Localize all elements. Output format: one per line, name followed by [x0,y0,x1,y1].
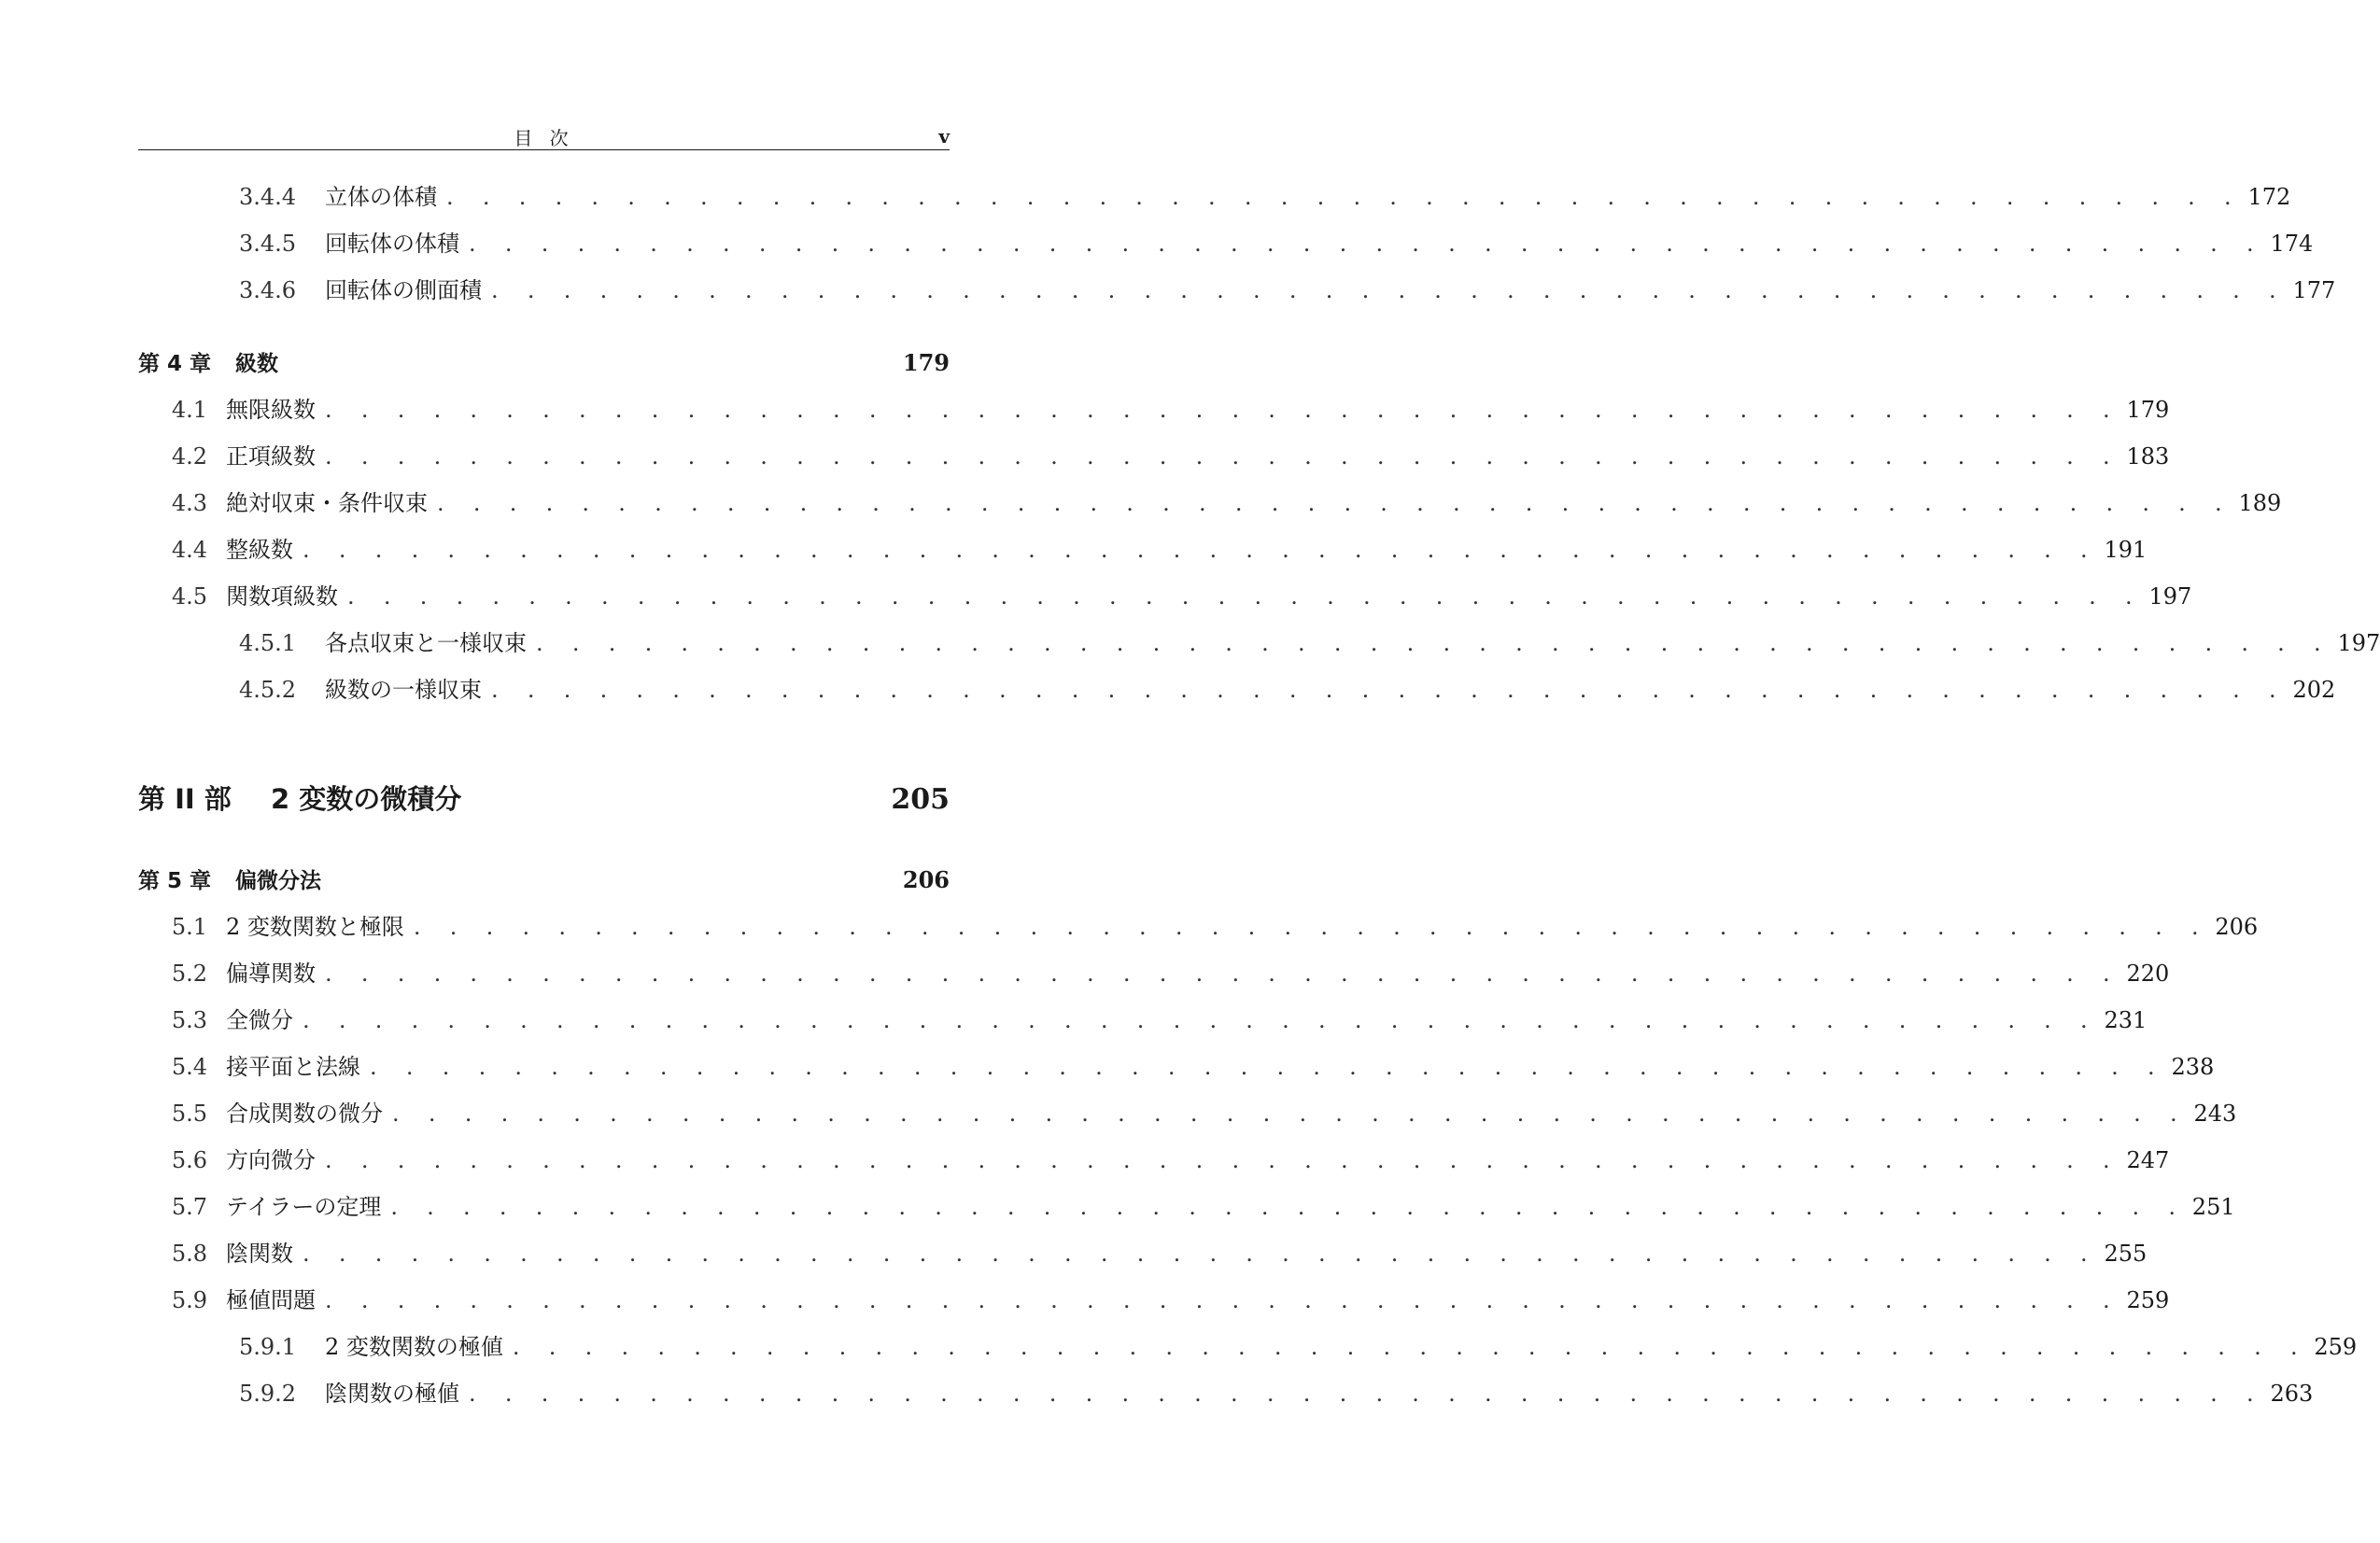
entry-title: 級数の一様収束 [325,677,482,703]
entry-number: 5.6 [171,1147,207,1173]
dot-leader: . . . . . . . . . . . . . . . . . . . . . . . . . . . . . . . . . . . . . . . . . . . . . . . . . . [325,1287,2121,1313]
toc-section-entry[interactable] [138,1230,2148,1277]
entry-title: 接平面と法線 [226,1054,360,1080]
entry-number: 4.5 [171,583,207,610]
entry-page: 263 [2270,1381,2314,1407]
dot-leader: . . . . . . . . . . . . . . . . . . . . . . . . . . . . . . . . . . . . . . . . . . . . . . . . . . [325,443,2121,470]
entry-title: 正項級数 [226,443,316,470]
dot-leader: . . . . . . . . . . . . . . . . . . . . . . . . . . . . . . . . . . . . . . . . . . . . . . . . . . [469,1381,2265,1407]
dot-leader: . . . . . . . . . . . . . . . . . . . . . . . . . . . . . . . . . . . . . . . . . . . . . . . . . . [325,397,2121,423]
entry-title: 陰関数 [226,1241,293,1267]
entry-page: 255 [2104,1241,2148,1267]
entry-page: 247 [2126,1147,2170,1173]
toc-subsection-entry[interactable] [138,666,2336,713]
dot-leader: . . . . . . . . . . . . . . . . . . . . . . . . . . . . . . . . . . . . . . . . . . . . . . . . . . [413,914,2210,940]
entry-number: 4.3 [171,490,207,516]
part-number: 第 II 部 [138,783,232,815]
dot-leader: . . . . . . . . . . . . . . . . . . . . . . . . . . . . . . . . . . . . . . . . . . . . . . . . . . [512,1334,2309,1360]
entry-number: 4.1 [171,397,207,423]
toc-section-entry[interactable] [138,1277,2170,1324]
toc-subsection-entry[interactable] [138,1370,2314,1417]
dot-leader: . . . . . . . . . . . . . . . . . . . . . . . . . . . . . . . . . . . . . . . . . . . . . . . . . . [469,231,2265,257]
entry-number: 5.3 [171,1007,207,1033]
dot-leader: . . . . . . . . . . . . . . . . . . . . . . . . . . . . . . . . . . . . . . . . . . . . . . . . . . [536,630,2332,656]
entry-page: 231 [2104,1007,2148,1033]
chapter-page: 206 [902,866,950,893]
entry-page: 174 [2270,231,2314,257]
toc-section-entry[interactable] [138,950,2170,997]
entry-title: 回転体の側面積 [325,277,482,303]
entry-page: 202 [2292,677,2336,703]
entry-page: 197 [2337,630,2380,656]
entry-page: 172 [2247,184,2291,210]
entry-page: 238 [2171,1054,2215,1080]
entry-title: テイラーの定理 [226,1194,382,1220]
toc-subsection-entry[interactable] [138,220,2314,267]
toc-section-entry[interactable] [138,433,2170,480]
entry-number: 5.9 [171,1287,207,1313]
entry-number: 5.9.1 [239,1334,297,1360]
dot-leader: . . . . . . . . . . . . . . . . . . . . . . . . . . . . . . . . . . . . . . . . . . . . . . . . . . [370,1054,2166,1080]
entry-number: 5.5 [171,1101,207,1127]
entry-title: 2 変数関数の極値 [325,1334,503,1360]
entry-number: 3.4.4 [239,184,297,210]
toc-section-entry[interactable] [138,904,2259,950]
entry-title: 偏導関数 [226,961,316,987]
entry-title: 全微分 [226,1007,293,1033]
toc-section-entry[interactable] [138,1137,2170,1184]
entry-title: 陰関数の極値 [325,1381,459,1407]
toc-chapter-heading[interactable] [138,340,950,386]
chapter-title: 級数 [235,352,278,376]
entry-page: 197 [2148,583,2192,610]
entry-page: 251 [2191,1194,2235,1220]
toc-subsection-entry[interactable] [138,620,2380,666]
entry-title: 立体の体積 [325,184,437,210]
entry-title: 方向微分 [226,1147,316,1173]
chapter-number: 第 4 章 [138,352,212,376]
dot-leader: . . . . . . . . . . . . . . . . . . . . . . . . . . . . . . . . . . . . . . . . . . . . . . . . . . [325,1147,2121,1173]
entry-number: 5.7 [171,1194,207,1220]
chapter-page: 179 [902,349,950,376]
entry-page: 183 [2126,443,2170,470]
entry-title: 合成関数の微分 [226,1101,383,1127]
dot-leader: . . . . . . . . . . . . . . . . . . . . . . . . . . . . . . . . . . . . . . . . . . . . . . . . . . [325,961,2121,987]
entry-number: 5.4 [171,1054,207,1080]
toc-section-entry[interactable] [138,386,2170,433]
entry-title: 無限級数 [226,397,316,423]
toc-section-entry[interactable] [138,1184,2235,1230]
toc-chapter-heading[interactable] [138,857,950,904]
entry-page: 206 [2215,914,2259,940]
toc-section-entry[interactable] [138,1090,2237,1137]
toc-section-entry[interactable] [138,1044,2215,1090]
toc-part-heading[interactable] [138,773,950,825]
entry-page: 259 [2314,1334,2358,1360]
entry-number: 5.8 [171,1241,207,1267]
toc-section-entry[interactable] [138,526,2148,573]
toc-subsection-entry[interactable] [138,267,2336,314]
dot-leader: . . . . . . . . . . . . . . . . . . . . . . . . . . . . . . . . . . . . . . . . . . . . . . . . . . [390,1194,2187,1220]
part-page: 205 [891,783,950,816]
entry-number: 3.4.5 [239,231,297,257]
entry-title: 絶対収束・条件収束 [226,490,428,516]
running-head-page-number: v [938,125,950,147]
entry-number: 5.2 [171,961,207,987]
toc-section-entry[interactable] [138,480,2282,526]
running-head [138,121,950,150]
entry-page: 191 [2104,537,2148,563]
dot-leader: . . . . . . . . . . . . . . . . . . . . . . . . . . . . . . . . . . . . . . . . . . . . . . . . . . [491,277,2288,303]
entry-page: 179 [2126,397,2170,423]
toc-subsection-entry[interactable] [138,174,2291,220]
dot-leader: . . . . . . . . . . . . . . . . . . . . . . . . . . . . . . . . . . . . . . . . . . . . . . . . . . [303,1241,2099,1267]
entry-title: 整級数 [226,537,293,563]
entry-number: 4.4 [171,537,207,563]
entry-title: 関数項級数 [226,583,338,610]
running-head-title: 目 次 [514,127,574,149]
toc-subsection-entry[interactable] [138,1324,2358,1370]
entry-number: 5.1 [171,914,207,940]
toc-section-entry[interactable] [138,573,2192,620]
part-title: 2 変数の微積分 [271,783,462,815]
dot-leader: . . . . . . . . . . . . . . . . . . . . . . . . . . . . . . . . . . . . . . . . . . . . . . . . . . [491,677,2288,703]
chapter-title: 偏微分法 [235,869,321,893]
entry-page: 177 [2292,277,2336,303]
entry-page: 220 [2126,961,2170,987]
toc-section-entry[interactable] [138,997,2148,1044]
dot-leader: . . . . . . . . . . . . . . . . . . . . . . . . . . . . . . . . . . . . . . . . . . . . . . . . . . [303,537,2099,563]
table-of-contents [138,174,2380,1417]
entry-number: 4.5.1 [239,630,297,656]
entry-number: 5.9.2 [239,1381,297,1407]
dot-leader: . . . . . . . . . . . . . . . . . . . . . . . . . . . . . . . . . . . . . . . . . . . . . . . . . . [392,1101,2189,1127]
entry-title: 2 変数関数と極限 [226,914,404,940]
entry-number: 3.4.6 [239,277,297,303]
entry-page: 259 [2126,1287,2170,1313]
dot-leader: . . . . . . . . . . . . . . . . . . . . . . . . . . . . . . . . . . . . . . . . . . . . . . . . . . [303,1007,2099,1033]
entry-number: 4.2 [171,443,207,470]
entry-page: 243 [2193,1101,2237,1127]
entry-number: 4.5.2 [239,677,297,703]
dot-leader: . . . . . . . . . . . . . . . . . . . . . . . . . . . . . . . . . . . . . . . . . . . . . . . . . . [446,184,2243,210]
entry-title: 極値問題 [226,1287,316,1313]
entry-title: 各点収束と一様収束 [325,630,527,656]
entry-title: 回転体の体積 [325,231,459,257]
chapter-number: 第 5 章 [138,869,212,893]
dot-leader: . . . . . . . . . . . . . . . . . . . . . . . . . . . . . . . . . . . . . . . . . . . . . . . . . . [437,490,2233,516]
dot-leader: . . . . . . . . . . . . . . . . . . . . . . . . . . . . . . . . . . . . . . . . . . . . . . . . . . [347,583,2144,610]
entry-page: 189 [2238,490,2282,516]
